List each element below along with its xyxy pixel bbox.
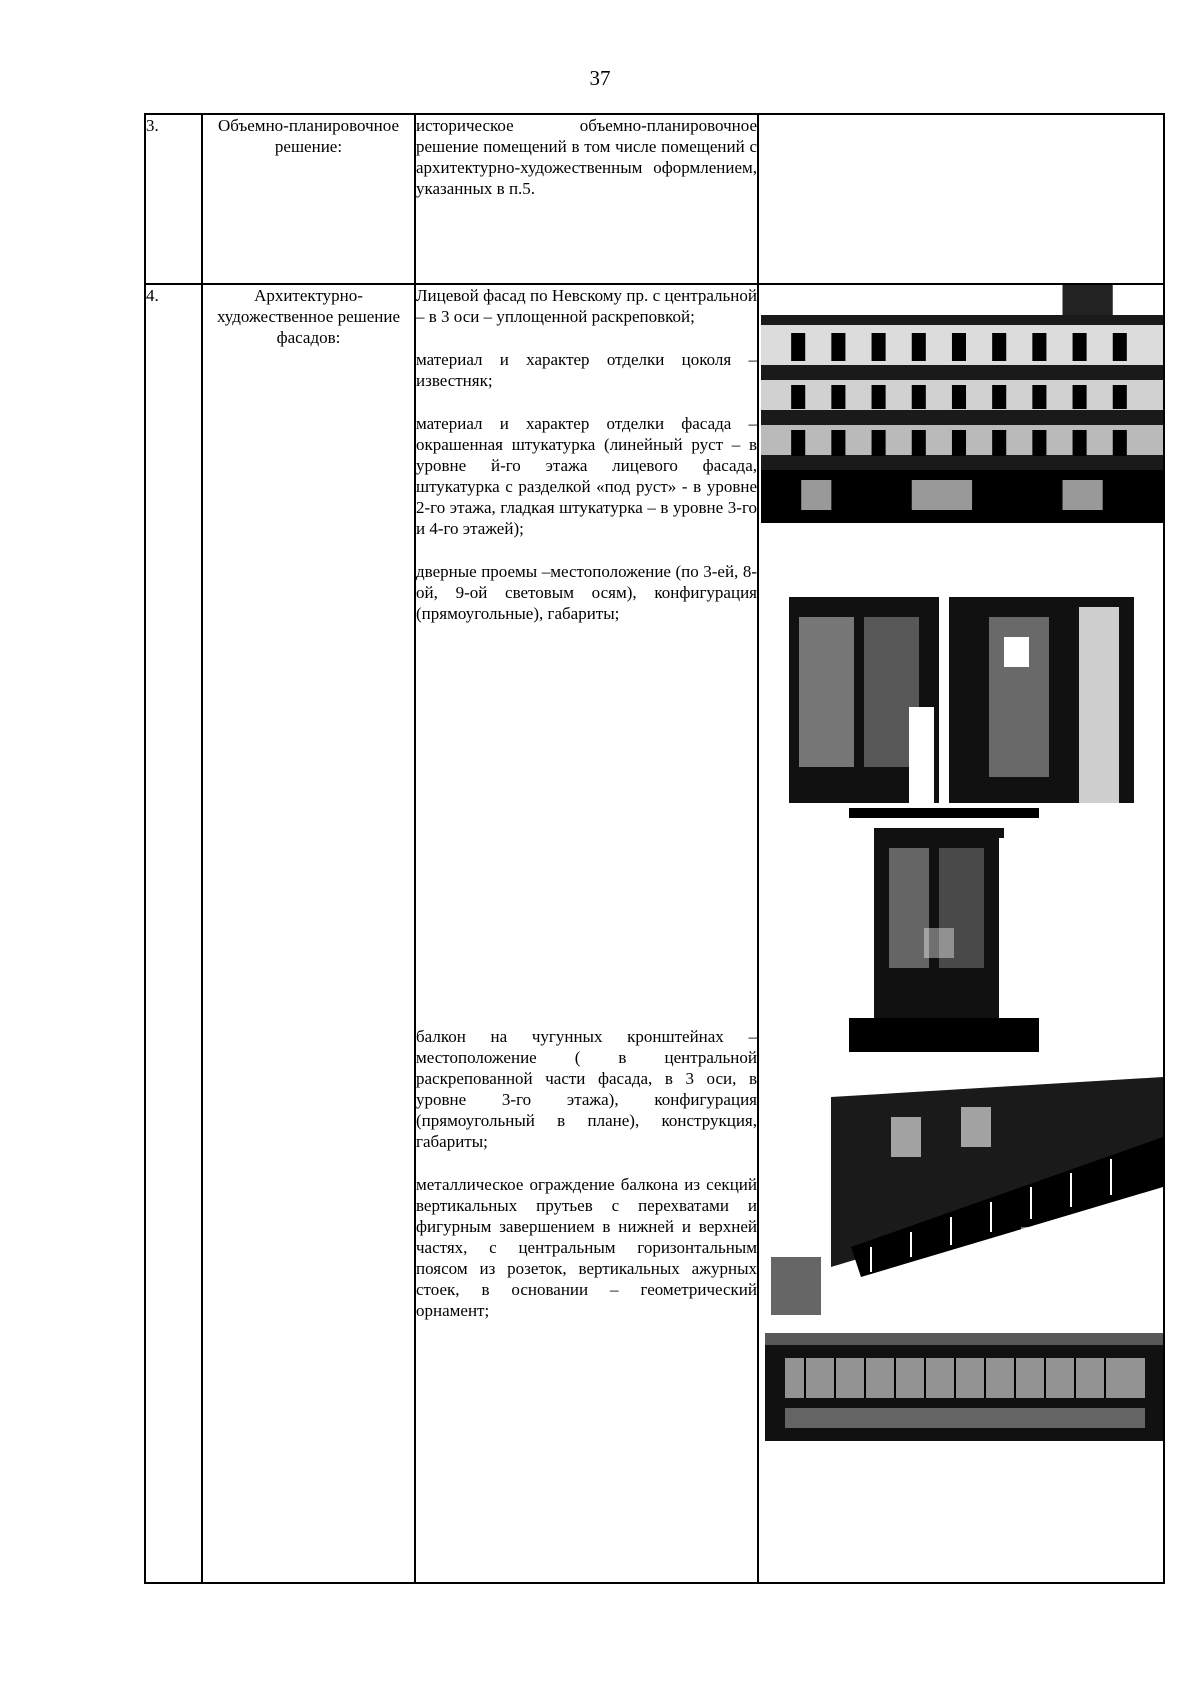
table-row (145, 284, 1164, 1583)
facade-photo (761, 285, 1163, 523)
row-number: 3. (146, 116, 159, 135)
row-name: Архитектурно-художественное решение фасадов: (216, 286, 401, 347)
row-number: 4. (146, 286, 159, 305)
description-paragraph: балкон на чугунных кронштейнах – местоположение ( в центральной раскрепованной части фасада, в 3 оси, в уровне 3-го этажа), конфигурация (прямоугольный в плане), конструкция, габариты; (416, 1027, 757, 1151)
description-paragraph: дверные проемы –местоположение (по 3-ей, 8-ой, 9-ой световым осям), конфигурация (прямоугольные), габариты; (416, 562, 757, 623)
balcony-photo (771, 1077, 1163, 1315)
row-name-cell (202, 114, 415, 284)
description-paragraph: материал и характер отделки фасада – окрашенная штукатурка (линейный руст – в уровне й-го этажа лицевого фасада, штукатурка с разделкой «под руст» - в уровне 2-го этажа, гладкая штукатурка – в уровне 3-го и 4-го этажей); (416, 414, 757, 538)
row-number-cell (145, 114, 202, 284)
description-spacer (416, 646, 757, 1026)
description-paragraph: металлическое ограждение балкона из секций вертикальных прутьев с перехватами и фигурным завершением в нижней и верхней частях, с центральным горизонтальным поясом из розеток, вертикальных ажурных стоек, в основании – геометрический орнамент; (416, 1175, 757, 1320)
row-image-cell (758, 114, 1164, 284)
doorway-photo (789, 577, 1134, 803)
balcony-railing-photo (765, 1333, 1163, 1441)
single-doorway-photo (849, 808, 1039, 1052)
row-description-cell (415, 284, 758, 1583)
description-paragraph: материал и характер отделки цоколя – известняк; (416, 350, 757, 390)
row-description-cell (415, 114, 758, 284)
row-number-cell (145, 284, 202, 1583)
description-paragraph: историческое объемно-планировочное решение помещений в том числе помещений с архитектурно-художественным оформлением, указанных в п.5. (416, 116, 757, 198)
object-description-table (144, 113, 1165, 1584)
row-name: Объемно-планировочное решение: (217, 116, 400, 156)
row-image-cell (758, 284, 1164, 1583)
description-paragraph: Лицевой фасад по Невскому пр. с центральной – в 3 оси – уплощенной раскреповкой; (416, 286, 757, 326)
page-number: 37 (589, 66, 611, 90)
table-row (145, 114, 1164, 284)
row-name-cell (202, 284, 415, 1583)
